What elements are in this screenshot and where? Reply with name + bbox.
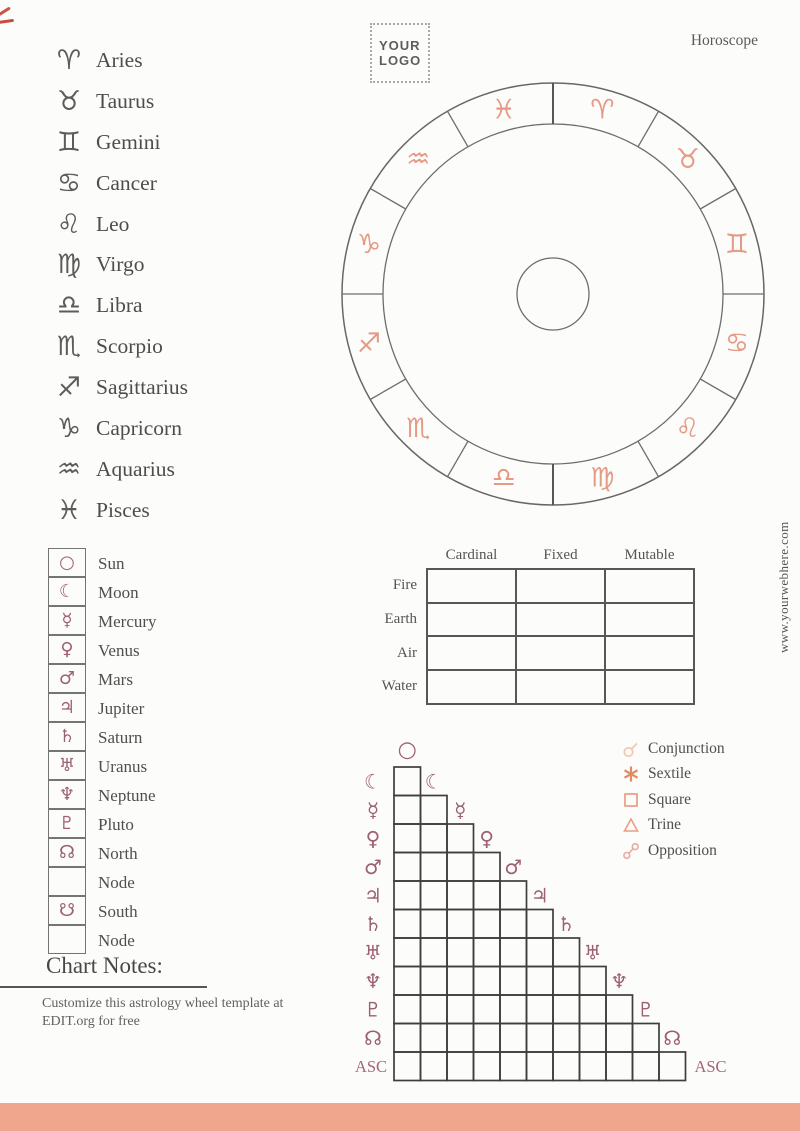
square-icon-svg (622, 791, 640, 809)
modality-column-header: Fixed (543, 546, 578, 563)
zodiac-sign-label: Sagittarius (96, 375, 188, 400)
aspect-grid-cell (553, 995, 580, 1024)
aspect-grid-cell (580, 995, 607, 1024)
modality-row-header: Water (381, 678, 417, 695)
modality-empty-cell (516, 670, 605, 704)
wheel-zodiac-glyph: ♎ (491, 462, 516, 494)
planet-list-row (48, 694, 157, 723)
planet-symbol-icon: ♅ (48, 751, 86, 780)
zodiac-sign-icon: ♍ (56, 249, 82, 281)
aspect-grid-cell (447, 881, 474, 910)
modality-empty-cell (605, 670, 694, 704)
chart-notes-heading: Chart Notes: (46, 953, 163, 978)
zodiac-sign-icon: ♌ (56, 208, 82, 240)
zodiac-legend-list (46, 40, 276, 531)
wheel-zodiac-glyph: ♊ (724, 229, 750, 261)
aspect-grid-cell (606, 1024, 633, 1053)
aspect-grid-cell (553, 967, 580, 996)
aspect-grid-cell (421, 881, 448, 910)
footer-credit-line2: EDIT.org for free (42, 1013, 140, 1029)
planet-list-row (48, 810, 157, 839)
planet-list-row (48, 549, 157, 578)
wheel-zodiac-glyph: ♒ (406, 143, 431, 175)
zodiac-sign-label: Capricorn (96, 415, 182, 440)
aspect-grid-diagonal-planet-glyph: ☾ (424, 769, 443, 794)
modality-row-header: Fire (392, 577, 417, 594)
page-title: Horoscope (690, 32, 758, 49)
aspect-grid-cell (527, 967, 554, 996)
modality-corner-cell (355, 542, 427, 569)
wheel-segment-divider (638, 111, 659, 147)
planet-symbol-icon (48, 925, 86, 954)
aspect-grid-cell (447, 1052, 474, 1081)
aspect-grid-cell (421, 796, 448, 825)
aspect-legend-item (620, 736, 725, 762)
modality-empty-cell (605, 603, 694, 637)
planet-list-row (48, 839, 157, 868)
aspect-grid-cell (394, 938, 421, 967)
aspect-grid-row-planet-glyph: ♀ (365, 826, 381, 851)
zodiac-sign-icon: ♈ (56, 44, 82, 76)
aspect-grid-cell (394, 995, 421, 1024)
aspect-grid-cell (421, 910, 448, 939)
aspect-grid-cell (447, 910, 474, 939)
opposition-icon (620, 842, 642, 860)
planet-list-row (48, 897, 157, 926)
sextile-icon-svg (622, 765, 640, 783)
aspect-grid-cell (580, 967, 607, 996)
wheel-segment-divider (638, 441, 659, 477)
wheel-inner-circle (383, 124, 723, 464)
aspect-grid-diagonal-planet-glyph: ♅ (583, 940, 602, 965)
trine-icon-shape (625, 819, 638, 831)
aspect-grid-cell (606, 1052, 633, 1081)
planet-label: Moon (98, 582, 139, 602)
zodiac-sign-label: Taurus (96, 88, 155, 113)
modality-empty-cell (427, 569, 516, 603)
corner-red-stroke (0, 6, 11, 16)
aspect-grid-cell (447, 938, 474, 967)
aspect-grid-row-planet-glyph: ♇ (364, 997, 382, 1022)
aspect-grid-cell (394, 967, 421, 996)
aspect-grid-cell (394, 1052, 421, 1081)
modality-empty-cell (427, 670, 516, 704)
opposition-icon-shape (632, 843, 638, 849)
aspect-grid-cell (500, 910, 527, 939)
planet-symbol-icon: ♄ (48, 722, 86, 751)
aspect-grid-cell (421, 995, 448, 1024)
conjunction-icon-shape (632, 743, 637, 749)
your-logo-placeholder (370, 23, 430, 83)
aspect-grid-cell (527, 1052, 554, 1081)
chart-notes-underline (0, 986, 207, 988)
aspect-grid-cell (394, 796, 421, 825)
zodiac-sign-label: Cancer (96, 170, 157, 195)
zodiac-list-item (46, 163, 276, 204)
trine-icon (620, 816, 642, 834)
aspect-grid-cell (474, 881, 501, 910)
aspect-grid-cell (500, 881, 527, 910)
aspect-grid-row-planet-glyph: ♆ (364, 968, 382, 993)
modality-row (355, 569, 694, 603)
planet-symbol-icon (48, 867, 86, 896)
modality-empty-cell (605, 569, 694, 603)
zodiac-sign-label: Scorpio (96, 334, 163, 359)
aspect-grid-cell (500, 1024, 527, 1053)
wheel-zodiac-glyph: ♌ (675, 413, 700, 445)
aspect-grid-cell (421, 938, 448, 967)
wheel-center-circle (517, 258, 589, 330)
planet-label: South (98, 901, 138, 921)
zodiac-sign-label: Leo (96, 211, 130, 236)
conjunction-icon-shape (624, 748, 632, 756)
zodiac-list-item (46, 449, 276, 490)
trine-icon-svg (622, 816, 640, 834)
zodiac-sign-icon: ♉ (56, 85, 82, 117)
wheel-zodiac-glyph: ♈ (590, 94, 615, 126)
aspect-legend-label: Conjunction (648, 739, 725, 757)
planet-symbol-icon: ♃ (48, 693, 86, 722)
modality-row (355, 603, 694, 637)
aspect-grid-cell (500, 938, 527, 967)
aspect-grid-asc-label-left: ASC (354, 1056, 388, 1076)
wheel-zodiac-glyph: ♋ (724, 327, 750, 359)
modality-empty-cell (427, 636, 516, 670)
aspect-grid-diagonal-planet-glyph: ♆ (610, 968, 629, 993)
aspect-grid-cell (500, 967, 527, 996)
aspect-grid-cell (474, 938, 501, 967)
aspect-grid-sun-glyph: ○ (397, 737, 417, 763)
zodiac-list-item (46, 367, 276, 408)
aspect-grid-cell (527, 938, 554, 967)
zodiac-sign-label: Virgo (96, 252, 145, 277)
planet-list-row (48, 752, 157, 781)
planet-symbol-icon: ☾ (48, 577, 86, 606)
aspect-legend-item (620, 813, 725, 839)
aspect-legend-label: Sextile (648, 765, 692, 783)
aspect-grid-cell (447, 824, 474, 853)
aspect-grid-cell (394, 853, 421, 882)
aspect-legend-label: Square (648, 790, 692, 808)
aspect-grid-row-planet-glyph: ♅ (364, 940, 382, 965)
aspect-grid-cell (474, 1052, 501, 1081)
aspect-grid-cell (474, 1024, 501, 1053)
modality-header-row (355, 542, 694, 569)
aspect-grid-row-planet-glyph: ♃ (364, 883, 382, 908)
planet-label: Pluto (98, 814, 134, 834)
modality-row (355, 636, 694, 670)
aspect-grid-row-planet-glyph: ☊ (364, 1025, 382, 1050)
aspect-grid-cell (421, 967, 448, 996)
modality-row (355, 670, 694, 704)
zodiac-list-item (46, 40, 276, 81)
aspect-legend-list (620, 736, 725, 864)
aspect-grid-diagonal-planet-glyph: ♄ (557, 911, 576, 936)
wheel-zodiac-glyph: ♐ (356, 327, 382, 359)
zodiac-sign-label: Libra (96, 293, 143, 318)
wheel-zodiac-glyph: ♓ (491, 94, 516, 126)
planet-symbol-icon: ♇ (48, 809, 86, 838)
planet-label: Node (98, 930, 135, 950)
aspect-grid-cell (553, 1052, 580, 1081)
zodiac-list-item (46, 408, 276, 449)
modality-table (355, 542, 695, 705)
square-icon (620, 791, 642, 809)
zodiac-sign-label: Aries (96, 47, 143, 72)
planet-list-row (48, 868, 157, 897)
aspect-grid-cell (421, 1052, 448, 1081)
planet-symbol-icon: ○ (48, 548, 86, 577)
footer-credit (42, 995, 372, 1030)
zodiac-sign-icon: ♓ (56, 494, 82, 526)
aspect-grid-diagonal-planet-glyph: ♃ (530, 883, 549, 908)
modality-empty-cell (516, 636, 605, 670)
aspect-legend-label: Opposition (648, 841, 717, 859)
planet-label: Mars (98, 669, 133, 689)
zodiac-sign-icon: ♏ (56, 331, 82, 363)
wheel-zodiac-glyph: ♉ (675, 143, 700, 175)
wheel-segment-divider (448, 441, 469, 477)
modality-column-header: Mutable (624, 546, 675, 563)
aspect-grid-cell (527, 910, 554, 939)
planet-list-row (48, 926, 157, 955)
aspect-grid-cell (606, 995, 633, 1024)
aspect-grid-diagonal-planet-glyph: ☊ (663, 1025, 682, 1050)
planet-symbol-icon: ♆ (48, 780, 86, 809)
wheel-segment-divider (370, 379, 406, 400)
planet-label: Mercury (98, 611, 157, 631)
aspect-grid-cell (447, 995, 474, 1024)
aspect-grid-cell (633, 1052, 660, 1081)
aspect-legend-item (620, 787, 725, 813)
modality-empty-cell (516, 569, 605, 603)
wheel-zodiac-glyph: ♑ (356, 229, 382, 261)
zodiac-sign-icon: ♋ (56, 167, 82, 199)
planet-list-row (48, 607, 157, 636)
aspect-grid-cell (527, 995, 554, 1024)
zodiac-sign-icon: ♑ (56, 412, 82, 444)
aspect-grid-cell (421, 1024, 448, 1053)
aspect-legend-item (620, 762, 725, 788)
aspect-grid-cell (421, 853, 448, 882)
website-vertical-text: www.yourwebhere.com (776, 521, 791, 653)
aspect-grid-cell (447, 967, 474, 996)
zodiac-sign-label: Pisces (96, 497, 150, 522)
aspect-grid-cell (447, 853, 474, 882)
aspect-grid-cell (394, 1024, 421, 1053)
modality-empty-cell (427, 603, 516, 637)
aspect-grid-cell (659, 1052, 686, 1081)
opposition-icon-shape (629, 848, 633, 853)
aspect-grid-cell (394, 767, 421, 796)
zodiac-sign-label: Gemini (96, 129, 161, 154)
planet-label: Uranus (98, 756, 148, 776)
zodiac-list-item (46, 285, 276, 326)
planet-label: Neptune (98, 785, 156, 805)
planet-symbol-icon: ♂ (48, 664, 86, 693)
footer-credit-line1: Customize this astrology wheel template at (42, 996, 284, 1011)
aspect-grid-cell (421, 824, 448, 853)
aspect-grid-diagonal-planet-glyph: ♂ (504, 854, 523, 879)
wheel-segment-divider (448, 111, 469, 147)
planet-label: Node (98, 872, 135, 892)
aspect-grid-cell (580, 1024, 607, 1053)
planet-symbol-icon: ☋ (48, 896, 86, 925)
modality-row-header: Air (397, 644, 417, 661)
logo-text-line1: YOUR (379, 38, 421, 53)
corner-decoration-mark (0, 6, 19, 30)
aspect-grid-cell (500, 1052, 527, 1081)
wheel-zodiac-glyph: ♍ (590, 462, 615, 494)
aspect-grid-cell (553, 1024, 580, 1053)
aspect-grid-cell (580, 1052, 607, 1081)
planet-list-row (48, 723, 157, 752)
zodiac-list-item (46, 204, 276, 245)
planet-symbol-icon: ☿ (48, 606, 86, 635)
planet-symbol-icon: ♀ (48, 635, 86, 664)
planet-label: Sun (98, 553, 125, 573)
modality-element-table (355, 542, 695, 705)
modality-column-header: Cardinal (445, 546, 498, 563)
sextile-icon (620, 765, 642, 783)
aspect-grid-cell (553, 938, 580, 967)
conjunction-icon (620, 740, 642, 758)
aspect-grid-cell (474, 995, 501, 1024)
aspect-grid-cell (633, 1024, 660, 1053)
planet-label: Saturn (98, 727, 143, 747)
aspect-grid-cell (474, 967, 501, 996)
planet-list-row (48, 578, 157, 607)
zodiac-sign-icon: ♐ (56, 372, 82, 404)
astrology-wheel (340, 81, 767, 508)
aspect-grid-diagonal-planet-glyph: ♀ (479, 826, 495, 851)
aspect-grid-cell (474, 853, 501, 882)
planet-list-row (48, 781, 157, 810)
zodiac-sign-icon: ♒ (56, 453, 82, 485)
planet-label: Jupiter (98, 698, 145, 718)
aspect-grid-cell (447, 1024, 474, 1053)
wheel-segment-divider (700, 379, 736, 400)
aspect-grid-cell (527, 1024, 554, 1053)
zodiac-sign-label: Aquarius (96, 456, 175, 481)
planet-symbol-icon: ☊ (48, 838, 86, 867)
zodiac-list-item (46, 490, 276, 531)
aspect-grid-row-planet-glyph: ♂ (364, 854, 382, 879)
aspect-legend-item (620, 838, 725, 864)
modality-row-header: Earth (384, 611, 417, 628)
opposition-icon-svg (622, 842, 640, 860)
zodiac-list-item (46, 122, 276, 163)
zodiac-list-item (46, 81, 276, 122)
aspect-grid-cell (474, 910, 501, 939)
aspect-grid-diagonal-planet-glyph: ☿ (454, 797, 467, 822)
conjunction-icon-svg (622, 740, 640, 758)
wheel-segment-divider (700, 189, 736, 210)
footer-accent-bar (0, 1103, 800, 1131)
aspect-grid-diagonal-planet-glyph: ♇ (636, 997, 655, 1022)
zodiac-list-item (46, 326, 276, 367)
planet-label: North (98, 843, 138, 863)
planet-list-row (48, 636, 157, 665)
aspect-grid-row-planet-glyph: ♄ (364, 911, 382, 936)
aspect-grid-cell (500, 995, 527, 1024)
aspect-legend-label: Trine (648, 816, 682, 834)
corner-red-stroke (0, 19, 14, 24)
aspect-grid-asc-label-right: ASC (694, 1056, 727, 1076)
opposition-icon-shape (624, 852, 630, 858)
zodiac-sign-icon: ♊ (56, 126, 82, 158)
zodiac-sign-icon: ♎ (56, 290, 82, 322)
wheel-zodiac-glyph: ♏ (406, 413, 431, 445)
planet-label: Venus (98, 640, 140, 660)
aspect-grid-cell (394, 824, 421, 853)
planet-list-row (48, 665, 157, 694)
aspect-grid-cell (394, 881, 421, 910)
planet-legend-list (48, 549, 157, 955)
zodiac-list-item (46, 244, 276, 285)
aspect-grid-cell (394, 910, 421, 939)
logo-text-line2: LOGO (379, 53, 422, 68)
aspect-grid-row-planet-glyph: ☿ (366, 797, 380, 822)
wheel-segment-divider (370, 189, 406, 210)
square-icon-shape (625, 794, 637, 806)
modality-empty-cell (516, 603, 605, 637)
aspect-grid-row-planet-glyph: ☾ (364, 769, 382, 794)
modality-empty-cell (605, 636, 694, 670)
